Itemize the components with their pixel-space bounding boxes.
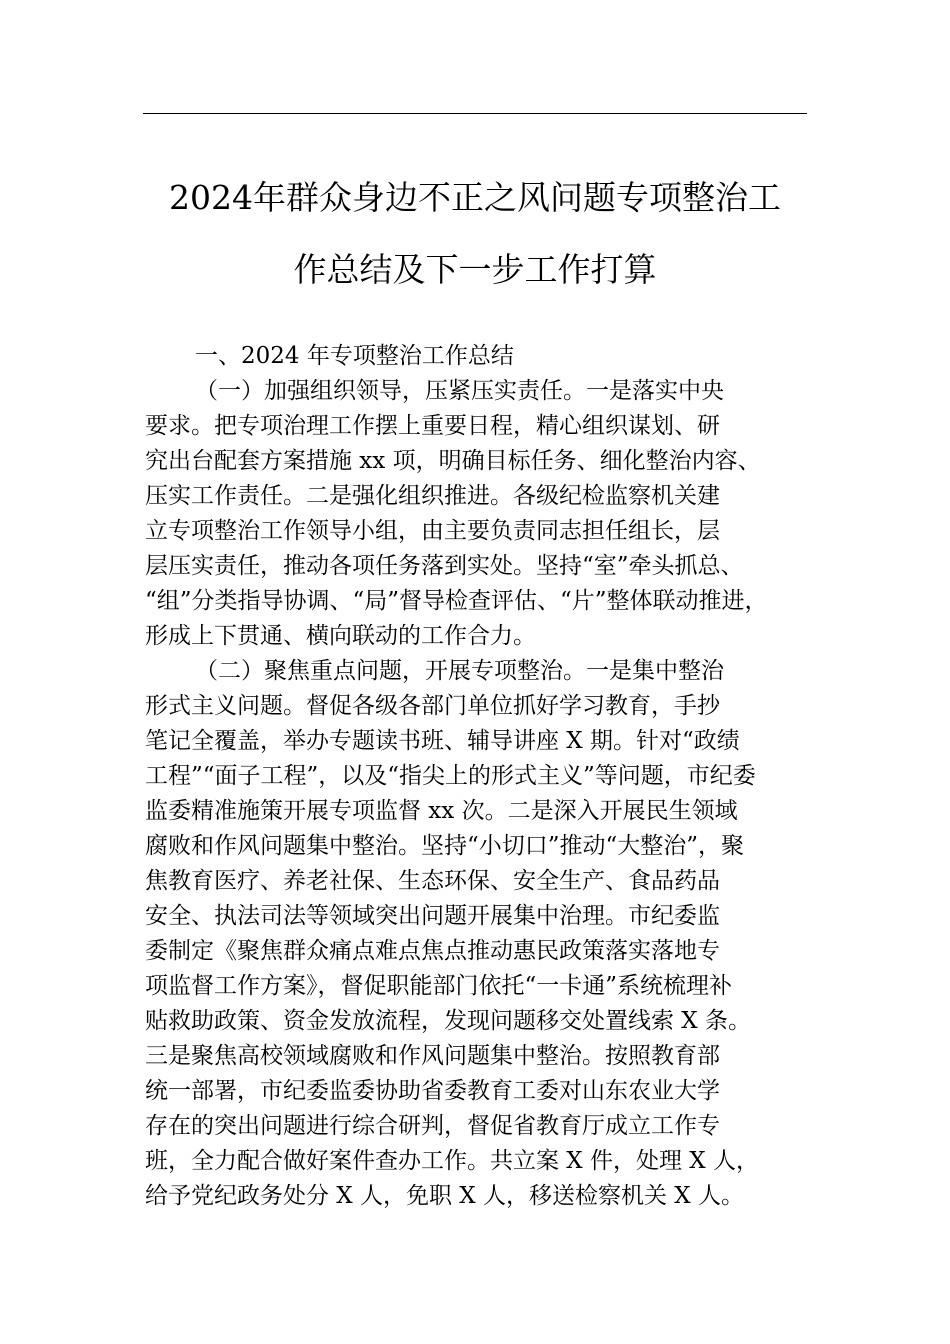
text-line: （一）加强组织领导，压紧压实责任。一是落实中央 bbox=[195, 378, 724, 404]
text-line: 三是聚焦高校领域腐败和作风问题集中整治。按照教育部 bbox=[145, 1043, 720, 1069]
text-line: 存在的突出问题进行综合研判，督促省教育厅成立工作专 bbox=[145, 1113, 720, 1139]
text-line: “组”分类指导协调、“局”督导检查评估、“片”整体联动推进， bbox=[145, 588, 768, 614]
text-line: 给予党纪政务处分 X 人，免职 X 人，移送检察机关 X 人。 bbox=[145, 1183, 744, 1209]
text-line: 班，全力配合做好案件查办工作。共立案 X 件，处理 X 人， bbox=[145, 1148, 759, 1174]
text-line: 项监督工作方案》，督促职能部门依托“一卡通”系统梳理补 bbox=[145, 973, 733, 999]
text-line: 委制定《聚焦群众痛点难点焦点推动惠民政策落实落地专 bbox=[145, 938, 720, 964]
text-line: 要求。把专项治理工作摆上重要日程，精心组织谋划、研 bbox=[145, 413, 720, 439]
document-title-line-1: 2024年群众身边不正之风问题专项整治工 bbox=[169, 178, 781, 217]
document-title-line-2: 作总结及下一步工作打算 bbox=[293, 250, 657, 289]
section-heading: 一、2024 年专项整治工作总结 bbox=[195, 343, 514, 369]
text-line: 工程”“面子工程”，以及“指尖上的形式主义”等问题，市纪委 bbox=[145, 763, 756, 789]
text-line: 焦教育医疗、养老社保、生态环保、安全生产、食品药品 bbox=[145, 868, 720, 894]
text-line: 层压实责任，推动各项任务落到实处。坚持“室”牵头抓总、 bbox=[145, 553, 744, 579]
text-line: 形式主义问题。督促各级各部门单位抓好学习教育，手抄 bbox=[145, 693, 720, 719]
header-rule bbox=[143, 113, 807, 114]
text-line: 贴救助政策、资金发放流程，发现问题移交处置线索 X 条。 bbox=[145, 1008, 751, 1034]
text-line: 笔记全覆盖，举办专题读书班、辅导讲座 X 期。针对“政绩 bbox=[145, 728, 740, 754]
text-line: 压实工作责任。二是强化组织推进。各级纪检监察机关建 bbox=[145, 483, 720, 509]
text-line: 形成上下贯通、横向联动的工作合力。 bbox=[145, 623, 536, 649]
text-line: 统一部署，市纪委监委协助省委教育工委对山东农业大学 bbox=[145, 1078, 720, 1104]
text-line: （二）聚焦重点问题，开展专项整治。一是集中整治 bbox=[195, 658, 724, 684]
text-line: 立专项整治工作领导小组，由主要负责同志担任组长，层 bbox=[145, 518, 720, 544]
text-line: 安全、执法司法等领域突出问题开展集中治理。市纪委监 bbox=[145, 903, 720, 929]
text-line: 监委精准施策开展专项监督 xx 次。二是深入开展民生领域 bbox=[145, 798, 738, 824]
text-line: 腐败和作风问题集中整治。坚持“小切口”推动“大整治”，聚 bbox=[145, 833, 745, 859]
text-line: 究出台配套方案措施 xx 项，明确目标任务、细化整治内容、 bbox=[145, 448, 761, 474]
